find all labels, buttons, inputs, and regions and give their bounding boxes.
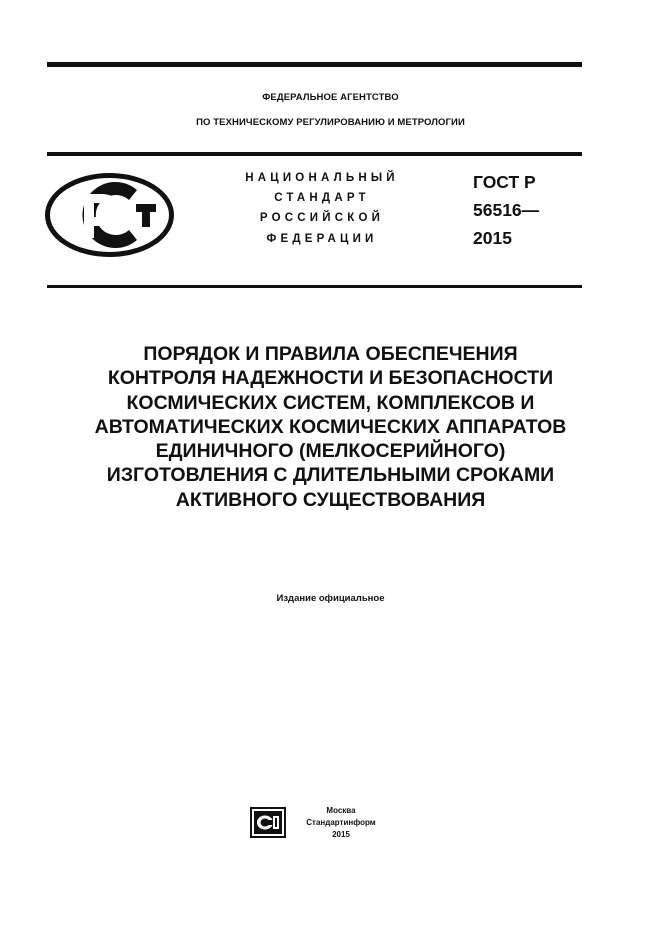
agency-line-1: ФЕДЕРАЛЬНОЕ АГЕНТСТВО <box>262 92 399 103</box>
agency-line-2: ПО ТЕХНИЧЕСКОМУ РЕГУЛИРОВАНИЮ И МЕТРОЛОГИИ <box>196 117 465 128</box>
header-rule <box>47 152 582 156</box>
publisher-city: Москва <box>326 806 356 815</box>
title-line: АВТОМАТИЧЕСКИХ КОСМИЧЕСКИХ АППАРАТОВ <box>94 415 567 438</box>
title-line: АКТИВНОГО СУЩЕСТВОВАНИЯ <box>175 488 486 511</box>
title-line: КОНТРОЛЯ НАДЕЖНОСТИ И БЕЗОПАСНОСТИ <box>107 367 554 390</box>
designation-line-2: 56516— <box>473 200 540 220</box>
title-line: ИЗГОТОВЛЕНИЯ С ДЛИТЕЛЬНЫМИ СРОКАМИ <box>106 464 555 487</box>
gost-r-certification-mark-icon <box>44 172 175 258</box>
edition-label: Издание официальное <box>276 593 385 604</box>
standartinform-logo-icon <box>250 807 286 838</box>
designation-line-3: 2015 <box>473 228 512 248</box>
title-line: КОСМИЧЕСКИХ СИСТЕМ, КОМПЛЕКСОВ И <box>126 391 535 414</box>
publisher-year: 2015 <box>332 830 350 839</box>
standard-type-line-3: РОССИЙСКОЙ <box>259 212 385 224</box>
document-title <box>20 342 641 512</box>
header-bottom-rule <box>47 285 582 288</box>
top-rule <box>47 62 582 67</box>
standard-type-line-2: СТАНДАРТ <box>274 192 370 204</box>
title-line: ПОРЯДОК И ПРАВИЛА ОБЕСПЕЧЕНИЯ <box>143 343 518 365</box>
title-line: ЕДИНИЧНОГО (МЕЛКОСЕРИЙНОГО) <box>155 440 506 463</box>
designation-line-1: ГОСТ Р <box>473 172 536 192</box>
standard-type-line-1: НАЦИОНАЛЬНЫЙ <box>245 172 399 184</box>
publisher-name: Стандартинформ <box>306 818 376 827</box>
standard-type-line-4: ФЕДЕРАЦИИ <box>266 233 378 245</box>
